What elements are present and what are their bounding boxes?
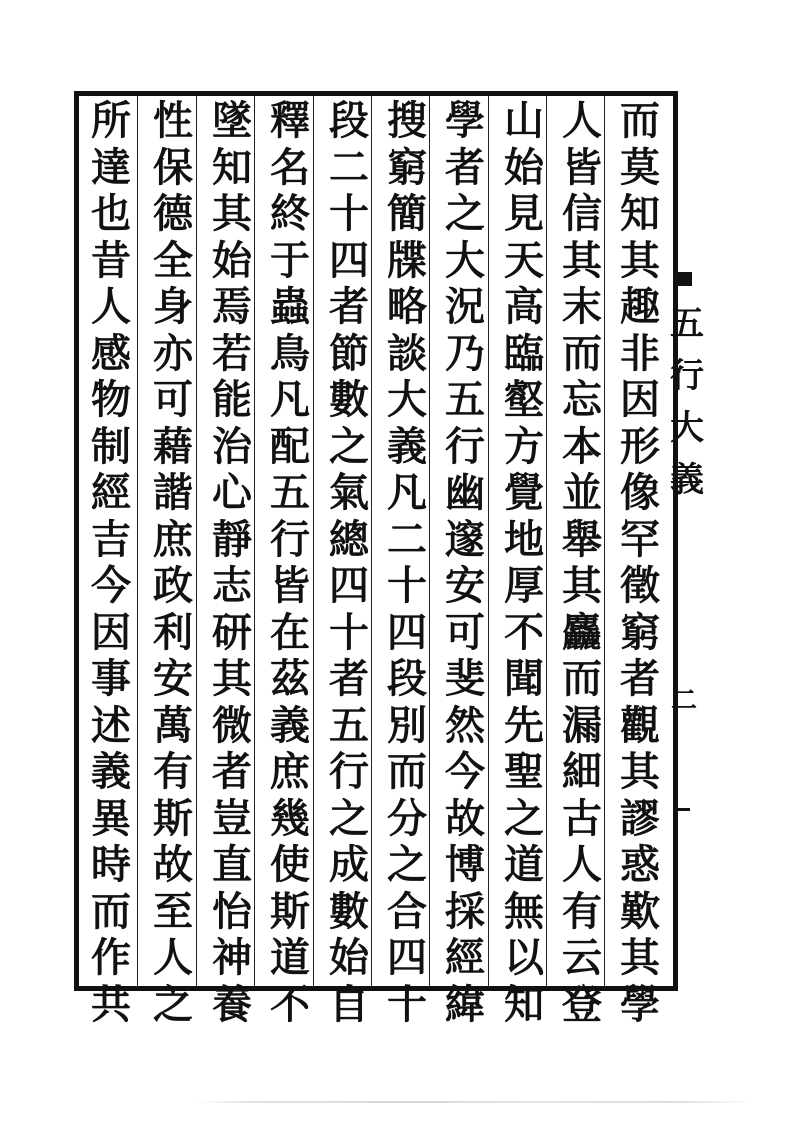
column-character: 歎 [620,887,660,935]
column-character: 窮 [620,608,660,656]
column-character: 邃 [445,515,485,563]
column-character: 地 [504,515,544,563]
column-character: 幽 [445,469,485,516]
column-character: 五 [445,376,485,423]
column-character: 十 [329,190,369,237]
column-character: 研 [212,608,252,656]
column-character: 四 [387,608,427,656]
column-character: 鳥 [270,329,310,377]
column-character: 人 [562,97,602,144]
column-character: 數 [329,887,369,935]
column-character: 之 [329,794,369,842]
column-character: 釋 [270,97,310,144]
column-character: 者 [329,655,369,702]
column-character: 總 [329,515,369,563]
column-character: 四 [387,934,427,981]
column-character: 共 [91,980,131,1028]
column-character: 徵 [620,562,660,609]
column-character: 四 [329,236,369,284]
column-character: 義 [91,748,131,795]
column-character: 搜 [387,97,427,144]
column-character: 者 [329,283,369,330]
column-character: 之 [445,190,485,237]
column-character: 制 [91,422,131,470]
column-character: 墜 [212,97,252,144]
column-character: 庶 [153,515,193,563]
column-character: 可 [153,376,193,423]
column-character: 因 [620,376,660,423]
text-column-4 [439,97,491,1028]
column-character: 不 [504,608,544,656]
column-character: 事 [91,655,131,702]
column-character: 經 [91,469,131,516]
column-character: 吉 [91,515,131,563]
column-character: 行 [445,422,485,470]
column-character: 者 [212,748,252,795]
column-character: 斯 [153,794,193,842]
column-character: 所 [91,97,131,144]
fold-title-char: 五 [670,304,704,344]
column-character: 惑 [620,841,660,888]
column-character: 成 [329,841,369,888]
column-character: 麤 [562,608,602,656]
column-character: 五 [270,469,310,516]
column-character: 別 [387,701,427,749]
column-character: 昔 [91,236,131,284]
column-character: 合 [387,887,427,935]
column-character: 採 [445,887,485,935]
column-character: 末 [562,283,602,330]
column-character: 之 [329,422,369,470]
column-character: 厚 [504,562,544,609]
column-character: 今 [91,562,131,609]
column-character: 行 [329,748,369,795]
text-column-5 [381,97,433,1028]
column-character: 況 [445,283,485,330]
column-character: 聞 [504,655,544,702]
column-character: 其 [562,236,602,284]
column-character: 十 [329,608,369,656]
column-character: 信 [562,190,602,237]
column-character: 談 [387,329,427,377]
fold-title-char: 義 [670,460,704,500]
column-character: 政 [153,562,193,609]
column-character: 故 [445,794,485,842]
fold-page-number: 二 [670,686,697,716]
column-character: 神 [212,934,252,981]
column-character: 時 [91,841,131,888]
column-character: 始 [329,934,369,981]
column-character: 凡 [387,469,427,516]
column-character: 以 [504,934,544,981]
column-character: 五 [329,701,369,749]
column-character: 直 [212,841,252,888]
column-character: 斯 [270,887,310,935]
column-character: 之 [504,794,544,842]
column-character: 莫 [620,143,660,191]
column-character: 無 [504,887,544,935]
column-character: 氣 [329,469,369,516]
column-character: 微 [212,701,252,749]
column-character: 使 [270,841,310,888]
fold-book-title [670,298,704,506]
column-character: 若 [212,329,252,377]
column-character: 不 [270,980,310,1028]
column-character: 養 [212,980,252,1028]
column-character: 達 [91,143,131,191]
column-character: 博 [445,841,485,888]
column-character: 人 [91,283,131,330]
column-character: 保 [153,143,193,191]
column-character: 先 [504,701,544,749]
column-rule [137,96,138,986]
column-character: 略 [387,283,427,330]
column-character: 至 [153,887,193,935]
column-character: 謬 [620,794,660,842]
column-character: 二 [387,515,427,563]
column-character: 而 [91,887,131,935]
column-character: 始 [212,236,252,284]
column-character: 本 [562,422,602,470]
column-character: 壑 [504,376,544,423]
column-character: 亦 [153,329,193,377]
column-character: 段 [387,655,427,702]
column-character: 牒 [387,236,427,284]
column-character: 道 [270,934,310,981]
column-character: 心 [212,469,252,516]
column-character: 性 [153,97,193,144]
column-character: 人 [562,841,602,888]
column-character: 而 [562,329,602,377]
column-character: 登 [562,980,602,1028]
column-character: 二 [329,143,369,191]
column-character: 全 [153,236,193,284]
column-character: 之 [387,841,427,888]
fold-title-char: 行 [670,356,704,396]
column-character: 配 [270,422,310,470]
column-character: 像 [620,469,660,516]
text-column-10 [85,97,137,1028]
column-character: 段 [329,97,369,144]
column-character: 數 [329,376,369,423]
column-character: 今 [445,748,485,795]
column-character: 能 [212,376,252,423]
column-character: 山 [504,97,544,144]
column-character: 窮 [387,143,427,191]
column-character: 有 [153,748,193,795]
column-character: 聖 [504,748,544,795]
column-character: 而 [562,655,602,702]
column-character: 漏 [562,701,602,749]
column-character: 治 [212,422,252,470]
scan-artifact-line [195,1101,755,1103]
column-character: 故 [153,841,193,888]
column-character: 高 [504,283,544,330]
text-column-3 [498,97,550,1028]
column-character: 形 [620,422,660,470]
column-character: 志 [212,562,252,609]
column-character: 斐 [445,655,485,702]
column-character: 者 [445,143,485,191]
fold-edge-line [674,96,675,986]
column-character: 學 [445,97,485,144]
column-character: 身 [153,283,193,330]
column-character: 皆 [562,143,602,191]
column-character: 趣 [620,283,660,330]
column-character: 然 [445,701,485,749]
column-character: 之 [153,980,193,1028]
column-character: 十 [387,562,427,609]
column-character: 名 [270,143,310,191]
column-character: 諧 [153,469,193,516]
column-character: 述 [91,701,131,749]
column-character: 凡 [270,376,310,423]
column-character: 觀 [620,701,660,749]
column-character: 利 [153,608,193,656]
column-character: 萬 [153,701,193,749]
text-column-7 [264,97,316,1028]
column-character: 簡 [387,190,427,237]
column-character: 靜 [212,515,252,563]
column-character: 知 [620,190,660,237]
column-character: 終 [270,190,310,237]
column-character: 大 [445,236,485,284]
column-character: 其 [212,655,252,702]
column-character: 而 [620,97,660,144]
column-character: 皆 [270,562,310,609]
column-character: 感 [91,329,131,377]
column-character: 非 [620,329,660,377]
column-character: 義 [270,701,310,749]
column-character: 于 [270,236,310,284]
fishtail-mark-bottom [676,808,690,811]
fold-title-char: 大 [670,408,704,448]
fishtail-mark-top [676,272,692,286]
column-character: 分 [387,794,427,842]
column-character: 其 [620,748,660,795]
column-character: 細 [562,748,602,795]
column-character: 天 [504,236,544,284]
column-character: 其 [212,190,252,237]
column-character: 方 [504,422,544,470]
column-character: 茲 [270,655,310,702]
column-character: 有 [562,887,602,935]
column-character: 在 [270,608,310,656]
text-column-1 [614,97,666,1028]
column-character: 覺 [504,469,544,516]
column-character: 云 [562,934,602,981]
text-column-8 [206,97,258,1028]
column-character: 蟲 [270,283,310,330]
column-character: 物 [91,376,131,423]
column-character: 幾 [270,794,310,842]
column-character: 豈 [212,794,252,842]
text-column-9 [147,97,199,1028]
column-character: 怡 [212,887,252,935]
column-character: 安 [153,655,193,702]
column-character: 十 [387,980,427,1028]
column-character: 知 [504,980,544,1028]
column-character: 也 [91,190,131,237]
column-character: 並 [562,469,602,516]
column-character: 始 [504,143,544,191]
column-character: 焉 [212,283,252,330]
column-character: 其 [562,562,602,609]
column-character: 作 [91,934,131,981]
column-character: 藉 [153,422,193,470]
column-character: 忘 [562,376,602,423]
text-column-2 [556,97,608,1028]
column-character: 四 [329,562,369,609]
column-character: 庶 [270,748,310,795]
column-character: 因 [91,608,131,656]
column-character: 自 [329,980,369,1028]
column-character: 德 [153,190,193,237]
column-character: 者 [620,655,660,702]
column-character: 學 [620,980,660,1028]
column-character: 其 [620,236,660,284]
column-character: 古 [562,794,602,842]
column-character: 舉 [562,515,602,563]
column-character: 安 [445,562,485,609]
column-character: 緯 [445,980,485,1028]
column-character: 義 [387,422,427,470]
column-character: 其 [620,934,660,981]
column-character: 道 [504,841,544,888]
column-character: 異 [91,794,131,842]
column-character: 罕 [620,515,660,563]
text-column-6 [323,97,375,1028]
column-character: 可 [445,608,485,656]
column-character: 而 [387,748,427,795]
column-character: 經 [445,934,485,981]
column-character: 行 [270,515,310,563]
column-character: 人 [153,934,193,981]
column-character: 知 [212,143,252,191]
column-character: 乃 [445,329,485,377]
column-character: 大 [387,376,427,423]
column-character: 臨 [504,329,544,377]
column-character: 節 [329,329,369,377]
column-character: 見 [504,190,544,237]
